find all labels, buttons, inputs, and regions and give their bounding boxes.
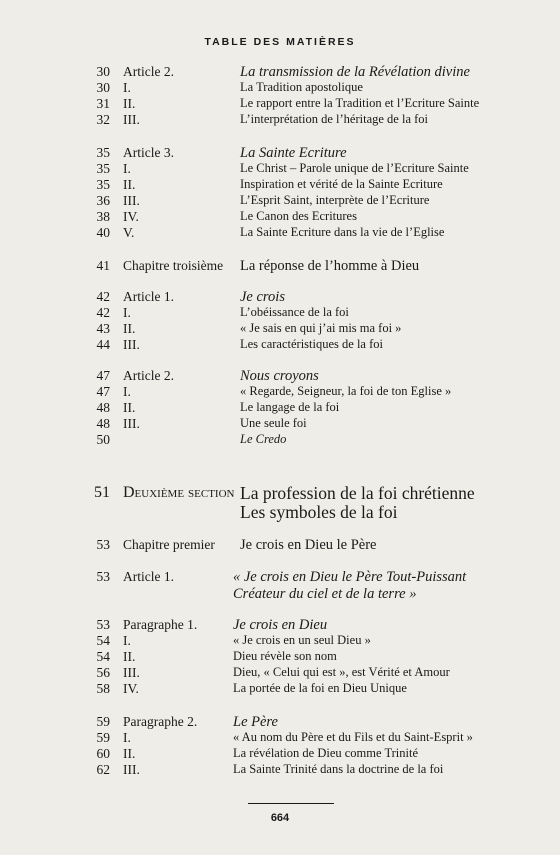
toc-entry-title: La transmission de la Révélation divine [240,64,470,80]
toc-section-label: III. [123,337,140,352]
toc-section-label: Deuxième section [123,484,235,501]
toc-section-label: Article 3. [123,145,174,160]
toc-page-number: 41 [96,258,110,273]
toc-page-number: 60 [96,746,110,761]
toc-section-label: I. [123,161,131,176]
toc-page-number: 58 [96,681,110,696]
toc-entry-title: Le Christ – Parole unique de l’Ecriture Sainte [240,161,469,175]
toc-section-label: IV. [123,681,139,696]
toc-entry-title: Je crois en Dieu [233,617,328,633]
toc-entry-title: Les caractéristiques de la foi [240,337,383,351]
toc-section-label: Article 2. [123,64,174,79]
toc-section-label: III. [123,416,140,431]
toc-page-number: 62 [96,762,110,777]
toc-section-label: I. [123,730,131,745]
toc-page-number: 40 [96,225,110,240]
toc-page-number: 48 [96,416,110,431]
toc-entry-title: Le Credo [240,432,287,446]
toc-section-label: V. [123,225,135,240]
toc-page-number: 54 [96,633,110,648]
toc-entry-title: La Sainte Ecriture [240,145,347,161]
toc-page-number: 42 [96,289,110,304]
toc-page-number: 38 [96,209,110,224]
toc-page-number: 48 [96,400,110,415]
toc-page-number: 32 [96,112,110,127]
toc-entry-title: La profession de la foi chrétienne [240,483,475,503]
toc-entry-title: « Je sais en qui j’ai mis ma foi » [240,321,402,335]
toc-section-label: I. [123,305,131,320]
page-number: 664 [270,812,290,824]
toc-entry-title: La réponse de l’homme à Dieu [240,258,420,274]
toc-entry-title: La Tradition apostolique [240,80,363,94]
toc-entry-title: La révélation de Dieu comme Trinité [233,746,419,760]
toc-entry-title: « Je crois en Dieu le Père Tout-Puissant [233,569,467,585]
toc-entry-title-line2: Créateur du ciel et de la terre » [233,586,417,602]
toc-section-label: II. [123,400,136,415]
toc-section-label: Chapitre premier [123,537,215,552]
toc-page-number: 30 [96,64,110,79]
toc-entry-title: Le Canon des Ecritures [240,209,357,223]
toc-entry-title: Dieu révèle son nom [233,649,337,663]
toc-page-number: 42 [96,305,110,320]
toc-section-label: Article 1. [123,569,174,584]
toc-page-number: 43 [96,321,110,336]
toc-entry-title: Une seule foi [240,416,307,430]
toc-entry-title-line2: Les symboles de la foi [240,502,398,522]
toc-section-label: II. [123,649,136,664]
toc-section-label: I. [123,633,131,648]
toc-entry-title: Le langage de la foi [240,400,340,414]
toc-page-number: 53 [96,537,110,552]
toc-section-label: I. [123,80,131,95]
toc-section-label: Paragraphe 2. [123,714,198,729]
toc-page-number: 59 [96,730,110,745]
toc-page-number: 47 [96,384,110,399]
toc-section-label: II. [123,321,136,336]
toc-entry-title: Inspiration et vérité de la Sainte Ecriture [240,177,443,191]
footer-rule [248,803,334,804]
toc-entry-title: « Au nom du Père et du Fils et du Saint-Esprit » [233,730,473,744]
toc-section-label: II. [123,177,136,192]
toc-section-label: Article 2. [123,368,174,383]
toc-entry-title: La Sainte Trinité dans la doctrine de la foi [233,762,444,776]
toc-entry-title: La Sainte Ecriture dans la vie de l’Eglise [240,225,445,239]
toc-section-label: Paragraphe 1. [123,617,198,632]
toc-section-label: I. [123,384,131,399]
toc-section-label: Chapitre troisième [123,258,224,273]
toc-entry-title: La portée de la foi en Dieu Unique [233,681,407,695]
toc-page-number: 59 [96,714,110,729]
toc-section-label: Article 1. [123,289,174,304]
toc-entry-title: Je crois en Dieu le Père [240,537,377,553]
toc-page-number: 35 [96,161,110,176]
toc-section-label: II. [123,746,136,761]
toc-section-label: III. [123,112,140,127]
toc-entry-title: L’interprétation de l’héritage de la foi [240,112,429,126]
toc-page-number: 56 [96,665,110,680]
toc-section-label: II. [123,96,136,111]
toc-entry-title: L’Esprit Saint, interprète de l’Ecriture [240,193,430,207]
toc-entry-title: « Je crois en un seul Dieu » [233,633,371,647]
toc-page-number: 53 [96,569,110,584]
toc-page-number: 47 [96,368,110,383]
toc-page-number: 53 [96,617,110,632]
toc-entry-title: L’obéissance de la foi [240,305,349,319]
toc-page-number: 35 [96,177,110,192]
toc-section-label: IV. [123,209,139,224]
toc-page-number: 51 [94,484,110,501]
toc-entry-title: Dieu, « Celui qui est », est Vérité et Amour [233,665,450,679]
toc-section-label: III. [123,665,140,680]
toc-entry-title: « Regarde, Seigneur, la foi de ton Eglise » [240,384,452,398]
toc-page-number: 35 [96,145,110,160]
running-header: TABLE DES MATIÈRES [204,36,356,48]
toc-page-number: 54 [96,649,110,664]
toc-section-label: III. [123,762,140,777]
toc-entry-title: Je crois [240,289,285,305]
toc-entry-title: Le rapport entre la Tradition et l’Ecriture Sainte [240,96,480,110]
toc-section-label: III. [123,193,140,208]
toc-page-number: 31 [96,96,110,111]
toc-page-number: 30 [96,80,110,95]
toc-entry-title: Nous croyons [240,368,319,384]
toc-page-number: 36 [96,193,110,208]
toc-entry-title: Le Père [233,714,278,730]
toc-page-number: 44 [96,337,110,352]
toc-page-number: 50 [96,432,110,447]
